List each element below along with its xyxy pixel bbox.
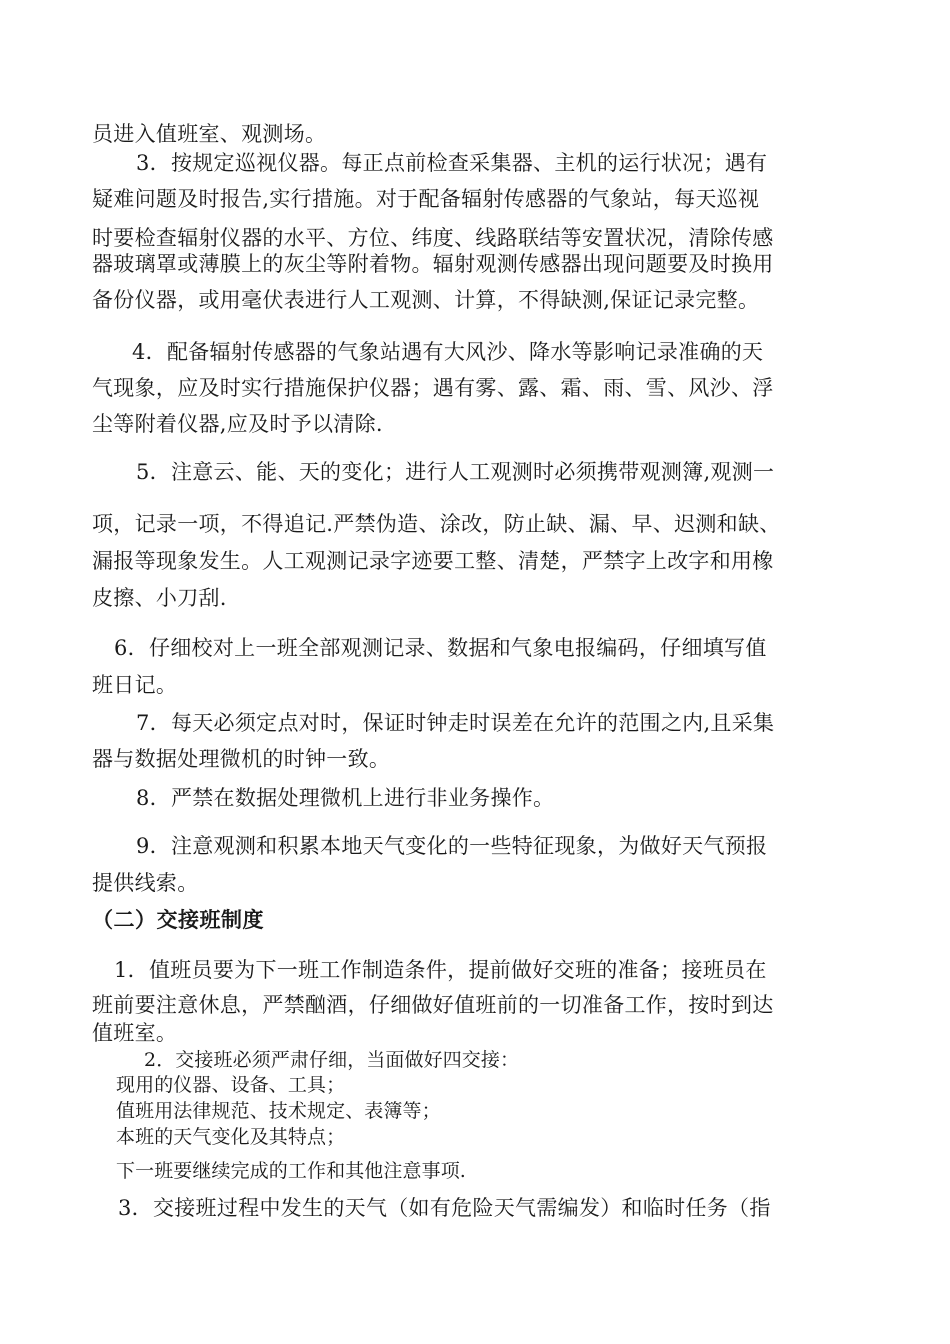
text-line: 尘等附着仪器,应及时予以清除. xyxy=(92,412,383,436)
text-line: 器玻璃罩或薄膜上的灰尘等附着物。辐射观测传感器出现问题要及时换用 xyxy=(92,252,774,276)
text-line: 器与数据处理微机的时钟一致。 xyxy=(92,747,391,771)
text-line: 班日记。 xyxy=(92,673,178,697)
text-line: 1．值班员要为下一班工作制造条件，提前做好交班的准备；接班员在 xyxy=(114,958,767,982)
text-line: 2．交接班必须严肃仔细，当面做好四交接： xyxy=(144,1049,520,1071)
text-line: 8．严禁在数据处理微机上进行非业务操作。 xyxy=(136,786,555,810)
text-line: 5．注意云、能、天的变化；进行人工观测时必须携带观测簿,观测一 xyxy=(136,460,775,484)
text-line: 班前要注意休息，严禁酗酒，仔细做好值班前的一切准备工作，按时到达 xyxy=(92,993,774,1017)
text-line: 时要检查辐射仪器的水平、方位、纬度、线路联结等安置状况，清除传感 xyxy=(92,226,774,250)
text-line: 员进入值班室、观测场。 xyxy=(92,122,327,146)
text-line: 提供线索。 xyxy=(92,871,199,895)
text-line: 备份仪器，或用毫伏表进行人工观测、计算，不得缺测,保证记录完整。 xyxy=(92,288,760,312)
text-line: 6．仔细校对上一班全部观测记录、数据和气象电报编码，仔细填写值 xyxy=(114,636,767,660)
text-line: 3．交接班过程中发生的天气（如有危险天气需编发）和临时任务（指 xyxy=(118,1196,771,1220)
text-line: 4．配备辐射传感器的气象站遇有大风沙、降水等影响记录准确的天 xyxy=(132,340,764,364)
text-line: 值班室。 xyxy=(92,1021,178,1045)
section-heading: （二）交接班制度 xyxy=(92,908,264,932)
text-line: 项，记录一项，不得追记.严禁伪造、涂改，防止缺、漏、早、迟测和缺、 xyxy=(92,512,781,536)
text-line: 3．按规定巡视仪器。每正点前检查采集器、主机的运行状况；遇有 xyxy=(136,151,768,175)
list-item: 本班的天气变化及其特点； xyxy=(116,1126,346,1148)
text-line: 皮擦、小刀刮. xyxy=(92,586,227,610)
text-line: 7．每天必须定点对时，保证时钟走时误差在允许的范围之内,且采集 xyxy=(136,711,775,735)
list-item: 值班用法律规范、技术规定、表簿等； xyxy=(116,1100,441,1122)
list-item: 现用的仪器、设备、工具； xyxy=(116,1074,346,1096)
text-line: 疑难问题及时报告,实行措施。对于配备辐射传感器的气象站，每天巡视 xyxy=(92,187,760,211)
text-line: 漏报等现象发生。人工观测记录字迹要工整、清楚，严禁字上改字和用橡 xyxy=(92,549,774,573)
text-line: 气现象，应及时实行措施保护仪器；遇有雾、露、霜、雨、雪、风沙、浮 xyxy=(92,376,774,400)
list-item: 下一班要继续完成的工作和其他注意事项. xyxy=(116,1160,466,1182)
text-line: 9．注意观测和积累本地天气变化的一些特征现象，为做好天气预报 xyxy=(136,834,768,858)
